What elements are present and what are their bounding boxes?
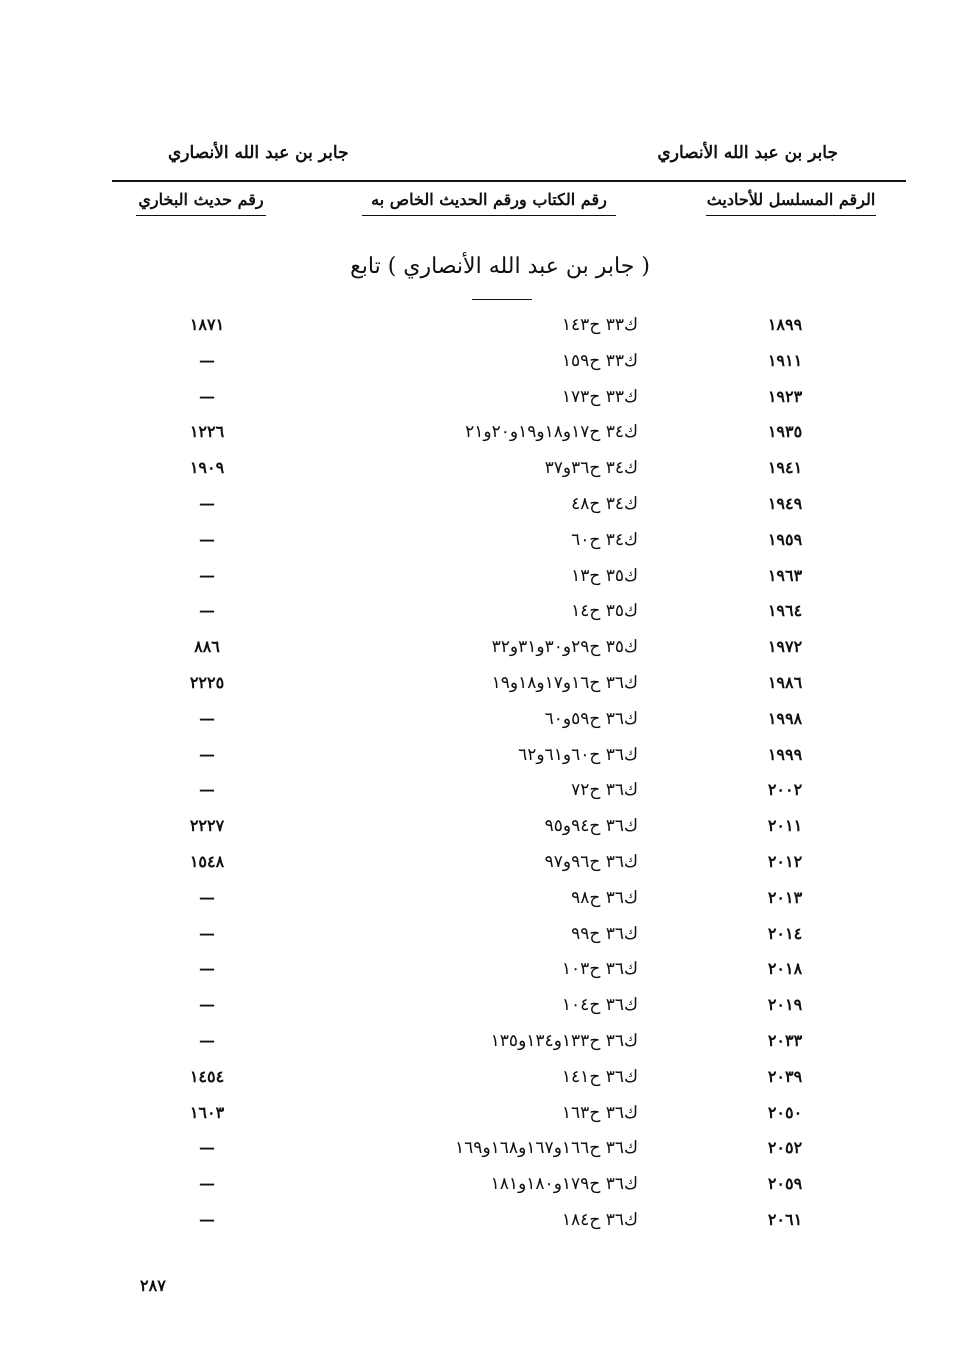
book-ref-cell: ك٣٦ ح٧٢ [571, 780, 638, 801]
table-row [0, 1204, 956, 1240]
table-row [0, 1168, 956, 1204]
table-row [0, 1097, 956, 1133]
book-ref-cell: ك٣٣ ح١٤٣ [561, 315, 638, 335]
book-ref-cell: ك٣٦ ح١٨٤ [561, 1209, 638, 1230]
column-header-serial: الرقم المسلسل للأحاديث [706, 190, 876, 216]
page-number: ٢٨٧ [140, 1276, 166, 1295]
bukhari-cell: ١٢٢٦ [189, 422, 225, 442]
bukhari-cell: — [199, 887, 215, 907]
book-ref-cell: ك٣٦ ح١٠٤ [561, 995, 638, 1016]
serial-cell: ٢٠١٣ [767, 887, 803, 907]
serial-cell: ١٩٥٩ [767, 529, 803, 549]
book-ref-cell: ك٣٦ ح٩٩ [571, 923, 638, 944]
table-row [0, 452, 956, 488]
book-ref-cell: ك٣٤ ح٣٦و٣٧ [544, 458, 638, 479]
table-row [0, 989, 956, 1025]
bukhari-cell: ٨٨٦ [194, 637, 220, 657]
table-row [0, 703, 956, 739]
serial-cell: ٢٠٥٠ [767, 1102, 803, 1122]
bukhari-cell: — [199, 601, 215, 621]
bukhari-cell: — [199, 744, 215, 764]
bukhari-cell: — [199, 493, 215, 513]
book-ref-cell: ك٣٦ ح٩٨ [571, 887, 638, 908]
table-row [0, 953, 956, 989]
table-row [0, 416, 956, 452]
bukhari-cell: — [199, 959, 215, 979]
serial-cell: ١٨٩٩ [767, 315, 803, 334]
serial-cell: ٢٠٥٢ [767, 1138, 803, 1158]
bukhari-cell: ١٥٤٨ [189, 851, 225, 871]
bukhari-cell: — [199, 1209, 215, 1229]
hadith-table [0, 309, 956, 1240]
bukhari-cell: — [199, 350, 215, 370]
column-header-book: رقم الكتاب ورقم الحديث الخاص به [362, 190, 616, 216]
serial-cell: ٢٠١٨ [767, 959, 803, 979]
book-ref-cell: ك٣٣ ح١٧٣ [561, 386, 638, 407]
section-title-rule [472, 299, 532, 300]
serial-cell: ١٩٦٤ [767, 601, 803, 621]
bukhari-cell: — [199, 1030, 215, 1050]
serial-cell: ٢٠٣٣ [767, 1030, 803, 1050]
column-header-bukhari: رقم حديث البخاري [136, 190, 266, 216]
book-ref-cell: ك٣٤ ح٤٨ [571, 493, 638, 514]
table-row [0, 918, 956, 954]
table-row [0, 1132, 956, 1168]
serial-cell: ١٩٦٣ [767, 565, 803, 585]
serial-cell: ٢٠٣٩ [767, 1066, 803, 1086]
book-ref-cell: ك٣٤ ح٦٠ [571, 529, 638, 550]
running-head-right: جابر بن عبد الله الأنصاري [657, 143, 838, 163]
serial-cell: ٢٠١٢ [767, 851, 803, 871]
serial-cell: ٢٠٦١ [767, 1209, 803, 1229]
book-ref-cell: ك٣٦ ح١٧٩و١٨٠و١٨١ [490, 1174, 638, 1195]
serial-cell: ١٩٢٣ [767, 386, 803, 406]
table-row [0, 381, 956, 417]
bukhari-cell: ١٤٥٤ [189, 1066, 225, 1086]
book-ref-cell: ك٣٦ ح٩٦و٩٧ [544, 851, 638, 872]
table-row [0, 345, 956, 381]
serial-cell: ٢٠١١ [767, 816, 803, 836]
table-row [0, 667, 956, 703]
table-row [0, 846, 956, 882]
running-head-left: جابر بن عبد الله الأنصاري [168, 143, 349, 163]
serial-cell: ١٩١١ [767, 350, 803, 370]
bukhari-cell: — [199, 1174, 215, 1194]
table-row [0, 1061, 956, 1097]
table-row [0, 595, 956, 631]
bukhari-cell: ٢٢٢٥ [189, 672, 225, 692]
bukhari-cell: ١٩٠٩ [189, 458, 225, 478]
book-ref-cell: ك٣٦ ح٦٠و٦١و٦٢ [518, 744, 638, 765]
serial-cell: ٢٠٥٩ [767, 1174, 803, 1194]
serial-cell: ١٩٧٢ [767, 637, 803, 657]
table-row [0, 739, 956, 775]
serial-cell: ٢٠١٩ [767, 995, 803, 1015]
bukhari-cell: — [199, 995, 215, 1015]
table-row [0, 774, 956, 810]
book-ref-cell: ك٣٥ ح١٣ [571, 565, 638, 586]
serial-cell: ١٩٣٥ [767, 422, 803, 442]
book-ref-cell: ك٣٦ ح١٠٣ [561, 959, 638, 980]
bukhari-cell: ١٨٧١ [189, 315, 225, 334]
header-rule [112, 180, 906, 182]
book-ref-cell: ك٣٥ ح٢٩و٣٠و٣١و٣٢ [491, 637, 638, 658]
table-row [0, 488, 956, 524]
book-ref-cell: ك٣٥ ح١٤ [571, 601, 638, 622]
book-ref-cell: ك٣٦ ح١٣٣و١٣٤و١٣٥ [490, 1030, 638, 1051]
book-ref-cell: ك٣٤ ح١٧و١٨و١٩و٢٠و٢١ [465, 422, 638, 443]
table-row [0, 631, 956, 667]
book-ref-cell: ك٣٦ ح١٦و١٧و١٨و١٩ [491, 672, 638, 693]
table-row [0, 560, 956, 596]
serial-cell: ١٩٩٨ [767, 708, 803, 728]
bukhari-cell: ٢٢٢٧ [189, 816, 225, 836]
table-row [0, 810, 956, 846]
table-row [0, 882, 956, 918]
table-row [0, 1025, 956, 1061]
bukhari-cell: — [199, 923, 215, 943]
bukhari-cell: — [199, 708, 215, 728]
section-title: ( جابر بن عبد الله الأنصاري ) تابع [350, 254, 650, 279]
bukhari-cell: — [199, 386, 215, 406]
book-ref-cell: ك٣٦ ح٥٩و٦٠ [544, 708, 638, 729]
serial-cell: ١٩٨٦ [767, 672, 803, 692]
bukhari-cell: — [199, 529, 215, 549]
bukhari-cell: ١٦٠٣ [189, 1102, 225, 1122]
serial-cell: ٢٠١٤ [767, 923, 803, 943]
bukhari-cell: — [199, 1138, 215, 1158]
bukhari-cell: — [199, 780, 215, 800]
serial-cell: ٢٠٠٢ [767, 780, 803, 800]
serial-cell: ١٩٤١ [767, 458, 803, 478]
table-row [0, 309, 956, 345]
table-row [0, 524, 956, 560]
book-ref-cell: ك٣٣ ح١٥٩ [561, 350, 638, 371]
book-ref-cell: ك٣٦ ح١٤١ [561, 1066, 638, 1087]
book-ref-cell: ك٣٦ ح٩٤و٩٥ [544, 816, 638, 837]
book-ref-cell: ك٣٦ ح١٦٣ [561, 1102, 638, 1123]
serial-cell: ١٩٤٩ [767, 493, 803, 513]
bukhari-cell: — [199, 565, 215, 585]
book-ref-cell: ك٣٦ ح١٦٦و١٦٧و١٦٨و١٦٩ [455, 1138, 638, 1159]
serial-cell: ١٩٩٩ [767, 744, 803, 764]
